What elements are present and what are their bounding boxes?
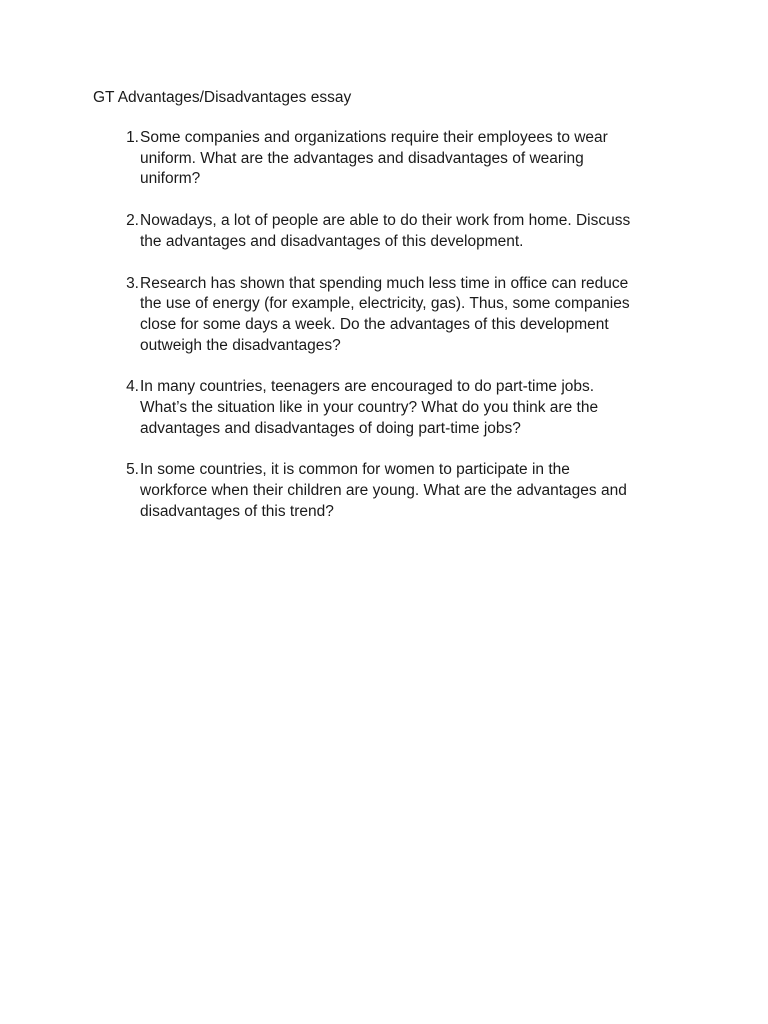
question-item xyxy=(93,460,678,522)
question-number: 5. xyxy=(126,461,139,479)
question-text: In many countries, teenagers are encouraged to do part-time jobs. What’s the situation like in your country? What do you think are the advantages and disadvantages of doing part-time jobs? xyxy=(140,378,599,437)
question-text: Research has shown that spending much less time in office can reduce the use of energy (for example, electricity, gas). Thus, some companies close for some days a week. Do the advantages of this development outweigh the disadvantages? xyxy=(140,274,630,354)
question-text: In some countries, it is common for women to participate in the workforce when their children are young. What are the advantages and disadvantages of this trend? xyxy=(140,461,627,520)
question-item xyxy=(93,128,678,190)
question-item xyxy=(93,377,678,439)
question-item xyxy=(93,211,678,252)
question-number: 4. xyxy=(126,378,139,396)
question-number: 2. xyxy=(126,212,139,230)
question-list xyxy=(93,128,678,523)
document-title: GT Advantages/Disadvantages essay xyxy=(93,89,352,106)
question-item xyxy=(93,274,678,357)
question-text: Some companies and organizations require their employees to wear uniform. What are the advantages and disadvantages of wearing uniform? xyxy=(140,129,608,188)
question-number: 1. xyxy=(126,129,139,146)
question-number: 3. xyxy=(126,274,139,292)
question-text: Nowadays, a lot of people are able to do their work from home. Discuss the advantages and disadvantages of this development. xyxy=(140,212,631,250)
